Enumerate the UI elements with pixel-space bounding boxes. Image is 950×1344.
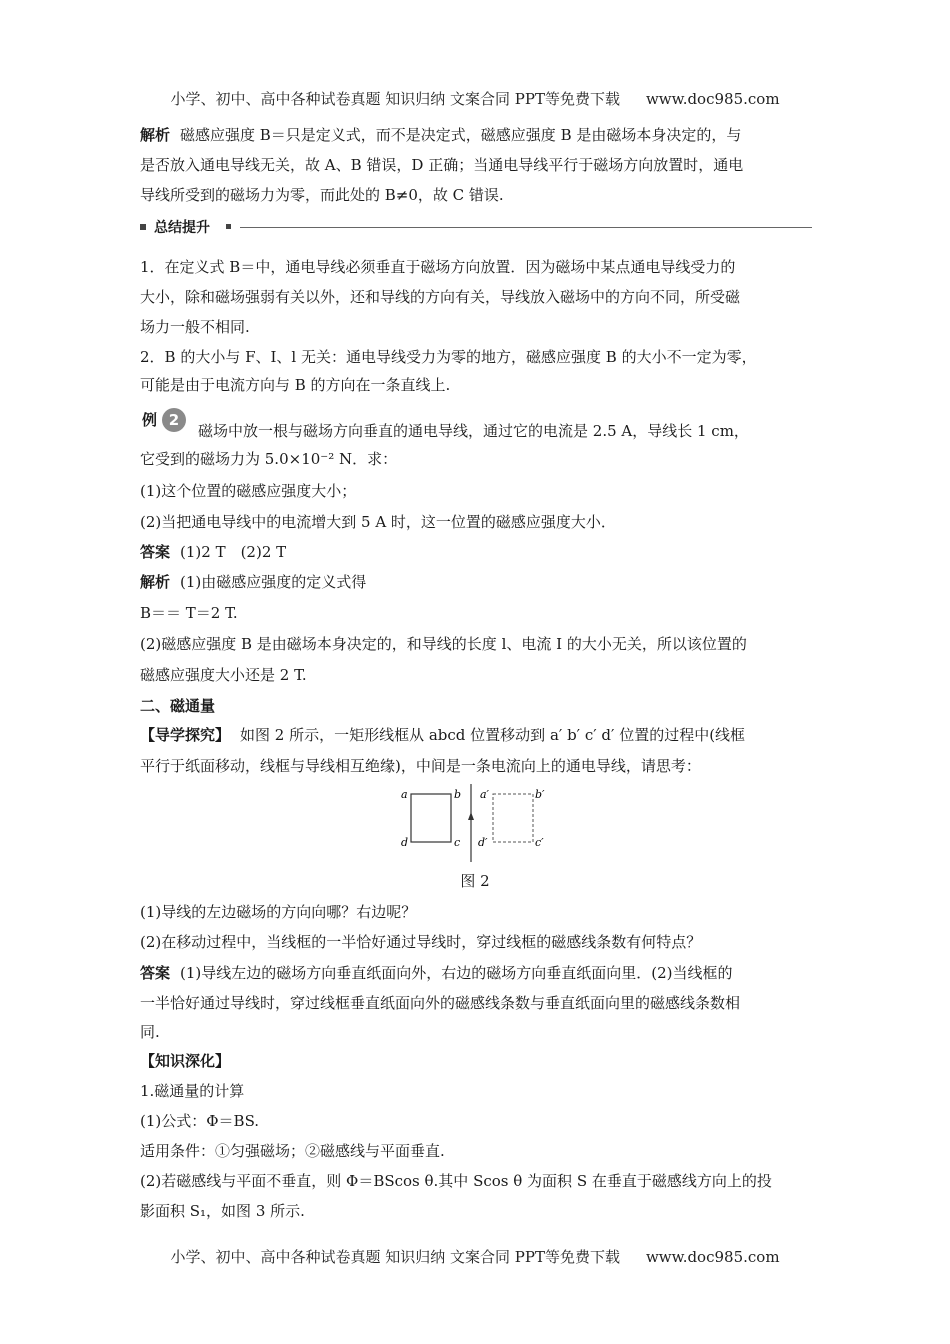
summary-line-5: 可能是由于电流方向与 B 的方向在一条直线上. [140, 376, 451, 394]
figure-2-caption: 图 2 [460, 872, 490, 890]
section2-answer-line-3: 同. [140, 1023, 160, 1041]
deepen-line-5: 影面积 S₁，如图 3 所示. [140, 1202, 305, 1220]
analysis1-line-2: 是否放入通电导线无关，故 A、B 错误，D 正确；当通电导线平行于磁场方向放置时，通电 [140, 156, 744, 174]
label-a: a [401, 788, 408, 801]
summary-line-3: 场力一般不相同. [140, 318, 250, 336]
explore-line-1: 【导学探究】 如图 2 所示，一矩形线框从 abcd 位置移动到 a′ b′ c′ d′ 位置的过程中(线框 [140, 726, 746, 744]
analysis1-line-1: 解析 磁感应强度 B＝只是定义式，而不是决定式，磁感应强度 B 是由磁场本身决定的，与 [140, 126, 742, 144]
figure-2 [395, 782, 555, 862]
summary-rule [240, 227, 812, 228]
summary-line-4: 2．B 的大小与 F、I、l 无关：通电导线受力为零的地方，磁感应强度 B 的大小不一定为零， [140, 348, 757, 366]
example-analysis-line-4: 磁感应强度大小还是 2 T. [140, 666, 307, 684]
summary-bullet-icon [226, 224, 231, 229]
example-analysis-line-1: 解析 (1)由磁感应强度的定义式得 [140, 573, 367, 591]
frame-abcd [411, 794, 451, 842]
page-footer [0, 1246, 950, 1267]
deepen-line-4: (2)若磁感线与平面不垂直，则 Φ＝BScos θ.其中 Scos θ 为面积 S 在垂直于磁感线方向上的投 [140, 1172, 772, 1190]
summary-heading [140, 218, 812, 238]
section2-answer-line-2: 一半恰好通过导线时，穿过线框垂直纸面向外的磁感线条数与垂直纸面向里的磁感线条数相 [140, 994, 741, 1012]
header-site[interactable]: www.doc985.com [645, 90, 780, 108]
label-b-prime: b′ [535, 788, 545, 801]
summary-line-2: 大小，除和磁场强弱有关以外，还和导线的方向有关，导线放入磁场中的方向不同，所受磁 [140, 288, 741, 306]
example-analysis-label: 解析 [140, 573, 171, 591]
label-b: b [454, 788, 462, 801]
label-d-prime: d′ [478, 836, 488, 849]
question-1: (1)导线的左边磁场的方向向哪？右边呢？ [140, 903, 417, 921]
section2-answer-line-1: 答案 (1)导线左边的磁场方向垂直纸面向外，右边的磁场方向垂直纸面向里．(2)当线框的 [140, 964, 733, 982]
footer-text: 小学、初中、高中各种试卷真题 知识归纳 文案合同 PPT等免费下载 [170, 1248, 620, 1266]
label-d: d [401, 836, 409, 849]
label-c-prime: c′ [535, 836, 544, 849]
analysis1-line-3: 导线所受到的磁场力为零，而此处的 B≠0，故 C 错误. [140, 186, 504, 204]
example-line-4: (2)当把通电导线中的电流增大到 5 A 时，这一位置的磁感应强度大小． [140, 513, 616, 531]
summary-line-1: 1．在定义式 B＝中，通电导线必须垂直于磁场方向放置．因为磁场中某点通电导线受力的 [140, 258, 736, 276]
header-text: 小学、初中、高中各种试卷真题 知识归纳 文案合同 PPT等免费下载 [170, 90, 620, 108]
label-c: c [454, 836, 461, 849]
section2-title: 二、磁通量 [140, 697, 216, 715]
example-analysis-line-3: (2)磁感应强度 B 是由磁场本身决定的，和导线的长度 l、电流 I 的大小无关，所以该位置的 [140, 635, 747, 653]
example-number-icon: 2 [162, 408, 186, 432]
example-badge [142, 408, 180, 432]
question-2: (2)在移动过程中，当线框的一半恰好通过导线时，穿过线框的磁感线条数有何特点？ [140, 933, 702, 951]
example-line-3: (1)这个位置的磁感应强度大小； [140, 482, 357, 500]
summary-title: 总结提升 [154, 220, 210, 236]
deepen-line-2: (1)公式：Φ＝BS. [140, 1112, 260, 1130]
explore-label: 【导学探究】 [140, 726, 231, 744]
frame-abcd-prime [493, 794, 533, 842]
deepen-line-1: 1.磁通量的计算 [140, 1082, 245, 1100]
explore-line-2: 平行于纸面移动，线框与导线相互绝缘)，中间是一条电流向上的通电导线，请思考： [140, 757, 701, 775]
summary-bullet-icon [140, 224, 146, 230]
deepen-label: 【知识深化】 [140, 1052, 231, 1070]
example-answer-label: 答案 [140, 543, 171, 561]
footer-site[interactable]: www.doc985.com [645, 1248, 780, 1266]
deepen-line-3: 适用条件：①匀强磁场；②磁感线与平面垂直. [140, 1142, 445, 1160]
section2-answer-label: 答案 [140, 964, 171, 982]
example-line-1: 磁场中放一根与磁场方向垂直的通电导线，通过它的电流是 2.5 A，导线长 1 cm， [198, 422, 749, 440]
example-analysis-line-2: B＝＝ T＝2 T. [140, 604, 238, 622]
example-label: 例 [142, 411, 158, 429]
example-line-2: 它受到的磁场力为 5.0×10⁻² N．求： [140, 450, 398, 468]
page-header [0, 88, 950, 109]
label-a-prime: a′ [480, 788, 490, 801]
current-arrow-icon [468, 812, 474, 820]
analysis1-label: 解析 [140, 126, 171, 144]
example-answer: 答案 (1)2 T (2)2 T [140, 543, 287, 561]
